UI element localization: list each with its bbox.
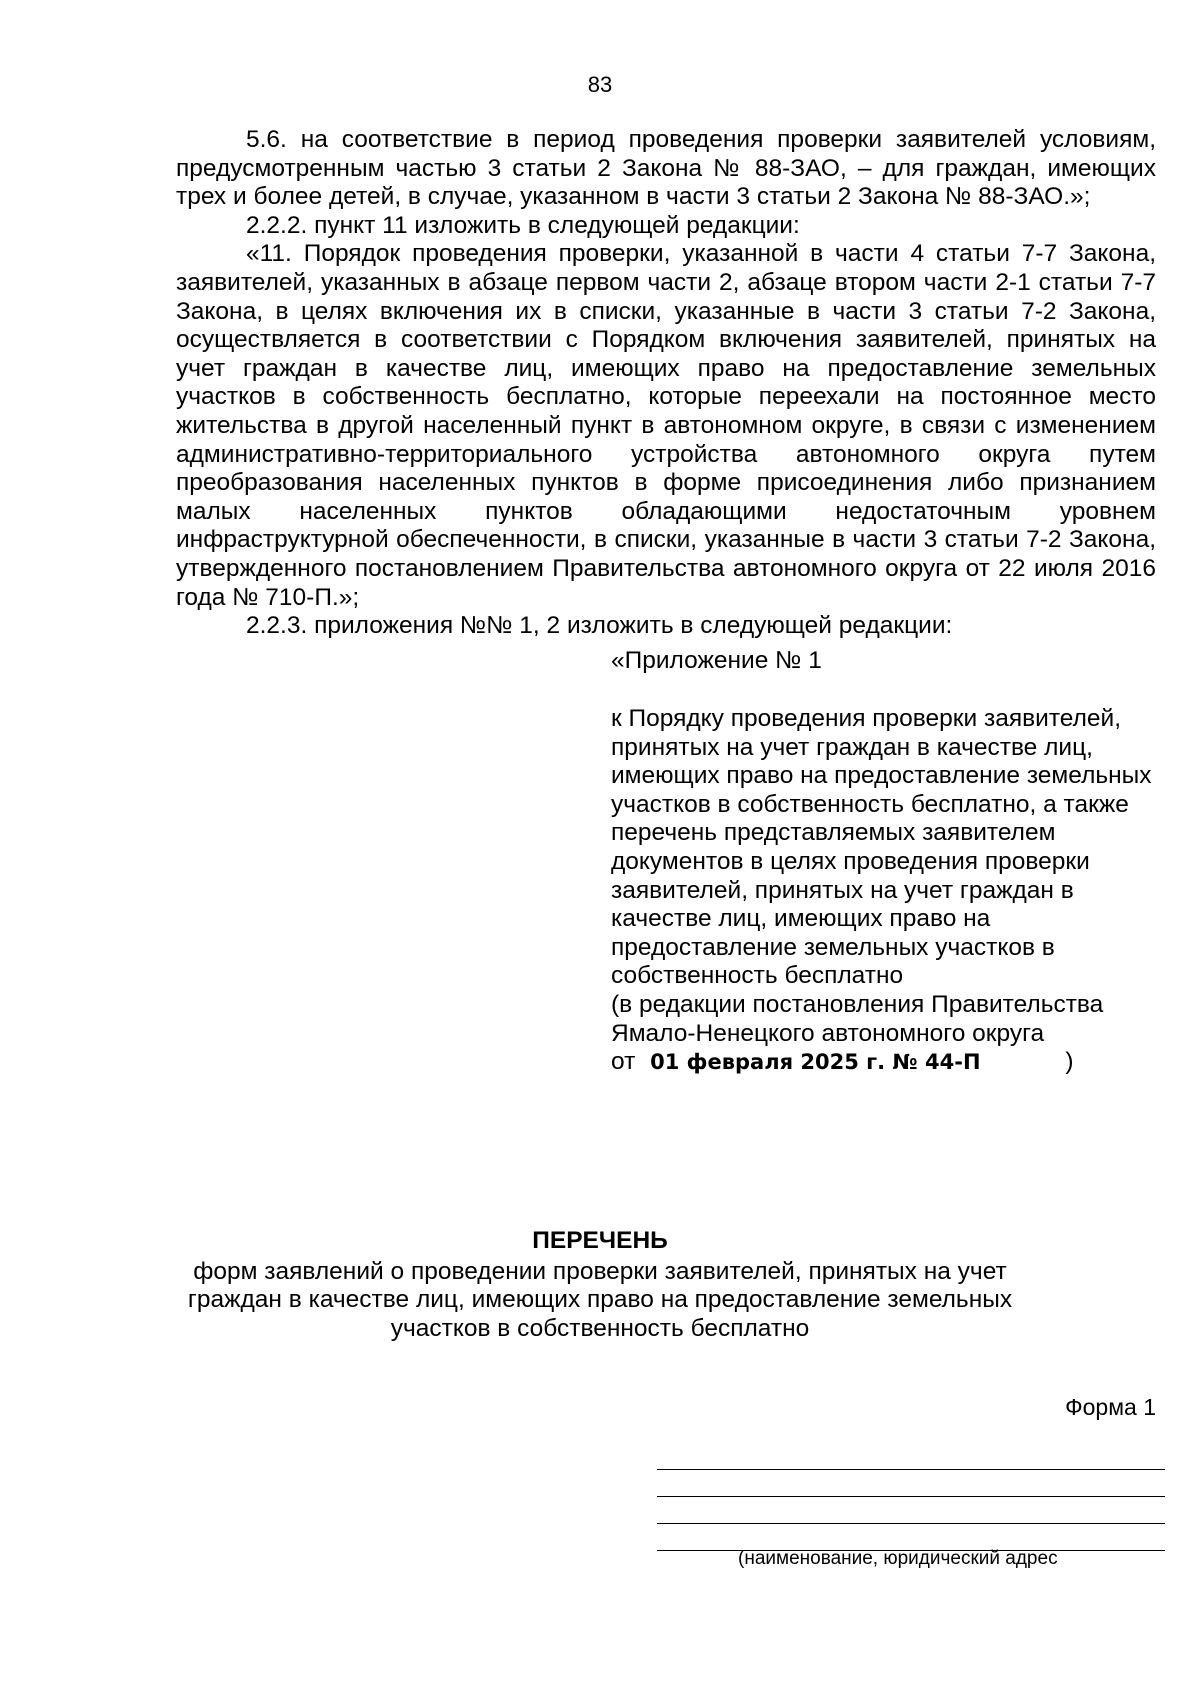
list-heading bbox=[0, 1227, 1200, 1343]
list-subtitle-line-1: форм заявлений о проведении проверки заявителей, принятых на учет bbox=[193, 1257, 1007, 1285]
blank-lines bbox=[657, 1443, 1165, 1551]
appendix-date-value: 01 февраля 2025 г. № 44-П bbox=[650, 1050, 981, 1075]
appendix-block bbox=[611, 647, 1171, 1077]
blank-line bbox=[657, 1497, 1165, 1524]
paragraph-11: «11. Порядок проведения проверки, указанной в части 4 статьи 7-7 Закона, заявителей, указанных в абзаце первом части 2, абзаце втором части 2-1 статьи 7-7 Закона, в целях включения их в списки, указанные в части 3 статьи 7-2 Закона, осуществляется в соответствии с Порядком включения заявителей, принятых на учет граждан в качестве лиц, имеющих право на предоставление земельных участков в собственность бесплатно, которые переехали на постоянное место жительства в другой населенный пункт в автономном округе, в связи с изменением административно-территориального устройства автономного округа путем преобразования населенных пунктов в форме присоединения либо признанием малых населенных пунктов обладающими недостаточным уровнем инфраструктурной обеспеченности, в списки, указанные в части 3 статьи 7-2 Закона, утвержденного постановлением Правительства автономного округа от 22 июля 2016 года № 710-П.»; bbox=[176, 240, 1156, 611]
list-subtitle-line-2: граждан в качестве лиц, имеющих право на предоставление земельных bbox=[187, 1286, 1013, 1314]
appendix-text: к Порядку проведения проверки заявителей, принятых на учет граждан в качестве лиц, имеющих право на предоставление земельных участков в собственность бесплатно, а также перечень представляемых заявителем документов в целях проведения проверки заявителей, принятых на учет граждан в качестве лиц, имеющих право на предоставление земельных участков в собственность бесплатно bbox=[611, 705, 1152, 990]
appendix-edition-line-1: (в редакции постановления Правительства bbox=[611, 990, 1104, 1018]
list-title: ПЕРЕЧЕНЬ bbox=[532, 1227, 668, 1254]
list-subtitle-line-3: участков в собственность бесплатно bbox=[390, 1314, 810, 1342]
form-label: Форма 1 bbox=[1065, 1394, 1156, 1420]
body-text bbox=[176, 126, 1156, 641]
blank-line bbox=[657, 1524, 1165, 1551]
paragraph-2-2-3: 2.2.3. приложения №№ 1, 2 изложить в следующей редакции: bbox=[246, 612, 953, 640]
appendix-title: «Приложение № 1 bbox=[611, 647, 822, 674]
blank-line bbox=[657, 1443, 1165, 1470]
appendix-date-suffix: ) bbox=[1065, 1048, 1074, 1076]
paragraph-5-6: 5.6. на соответствие в период проведения проверки заявителей условиям, предусмотренным частью 3 статьи 2 Закона № 88-ЗАО, – для граждан, имеющих трех и более детей, в случае, указанном в части 3 статьи 2 Закона № 88-ЗАО.»; bbox=[176, 126, 1156, 211]
lines-caption: (наименование, юридический адрес bbox=[738, 1548, 1058, 1569]
paragraph-2-2-2: 2.2.2. пункт 11 изложить в следующей редакции: bbox=[246, 211, 800, 239]
appendix-date-prefix: от bbox=[611, 1048, 636, 1076]
page-number: 83 bbox=[587, 72, 613, 97]
blank-line bbox=[657, 1470, 1165, 1497]
appendix-edition-line-2: Ямало-Ненецкого автономного округа bbox=[611, 1019, 1045, 1047]
appendix-date-line bbox=[611, 1048, 1171, 1077]
